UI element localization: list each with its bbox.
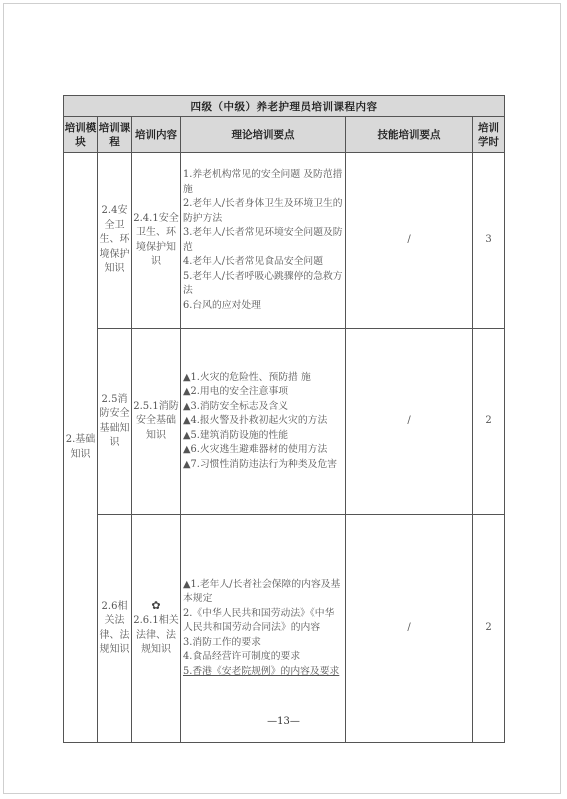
content-text: 2.6.1相关法律、法规知识: [133, 615, 179, 656]
hours-cell: 2: [473, 329, 505, 515]
content-cell: 2.5.1消防安全基础知识: [132, 329, 181, 515]
theory-item: 2.老年人/长者身体卫生及环境卫生的防护方法: [183, 198, 343, 224]
table-row: [64, 329, 505, 515]
module-cell: 2.基础知识: [64, 153, 98, 743]
course-cell: 2.4安全卫生、环境保护知识: [98, 153, 132, 329]
table-title: 四级（中级）养老护理员培训课程内容: [64, 96, 505, 117]
theory-item: 1.养老机构常见的安全问题 及防范措施: [183, 169, 343, 195]
theory-item: 5.香港《安老院规例》的内容及要求: [183, 665, 340, 677]
skill-cell: /: [346, 329, 473, 515]
header-theory: 理论培训要点: [181, 117, 346, 153]
theory-item: 4.老年人/长者常见食品安全问题: [183, 256, 324, 267]
bauhinia-flower-icon: ✿: [151, 599, 161, 613]
skill-cell: /: [346, 515, 473, 743]
theory-item: ▲3.消防安全标志及含义: [183, 400, 289, 412]
course-cell: 2.6相关法律、法规知识: [98, 515, 132, 743]
theory-item: 4.食品经营许可制度的要求: [183, 651, 301, 663]
theory-cell: [181, 329, 346, 515]
header-hours: 培训学时: [473, 117, 505, 153]
theory-cell: [181, 515, 346, 743]
skill-cell: /: [346, 153, 473, 329]
theory-item: 3.老年人/长者常见环境安全问题及防范: [183, 227, 343, 253]
course-content-table: [63, 95, 505, 743]
table-row: [64, 153, 505, 329]
theory-item: ▲4.报火警及扑救初起火灾的方法: [183, 415, 328, 427]
header-skill: 技能培训要点: [346, 117, 473, 153]
theory-item: ▲2.用电的安全注意事项: [183, 386, 289, 398]
theory-cell: [181, 153, 346, 329]
theory-item: ▲1.火灾的危险性、预防措 施: [183, 371, 311, 383]
header-course: 培训课程: [98, 117, 132, 153]
content-cell: [132, 515, 181, 743]
theory-item: ▲7.习惯性消防违法行为种类及危害: [183, 458, 338, 470]
theory-item: ▲6.火灾逃生避难器材的使用方法: [183, 444, 328, 456]
theory-item: 3.消防工作的要求: [183, 636, 261, 648]
theory-item: 6.台风的应对处理: [183, 299, 261, 311]
theory-item: 2.《中华人民共和国劳动法》《中华人民共和国劳动合同法》的内容: [183, 607, 335, 634]
hours-cell: 3: [473, 153, 505, 329]
hours-cell: 2: [473, 515, 505, 743]
theory-item: ▲1.老年人/长者社会保障的内容及基本规定: [183, 578, 341, 605]
content-cell: 2.4.1安全卫生、环境保护知识: [132, 153, 181, 329]
page-number: —13—: [267, 716, 300, 727]
theory-item: 5.老年人/长者呼吸心跳骤停的急救方法: [183, 270, 343, 296]
course-cell: 2.5消防安全基础知识: [98, 329, 132, 515]
theory-item: ▲5.建筑消防设施的性能: [183, 429, 289, 441]
header-content: 培训内容: [132, 117, 181, 153]
table-row: [64, 515, 505, 743]
header-module: 培训模块: [64, 117, 98, 153]
